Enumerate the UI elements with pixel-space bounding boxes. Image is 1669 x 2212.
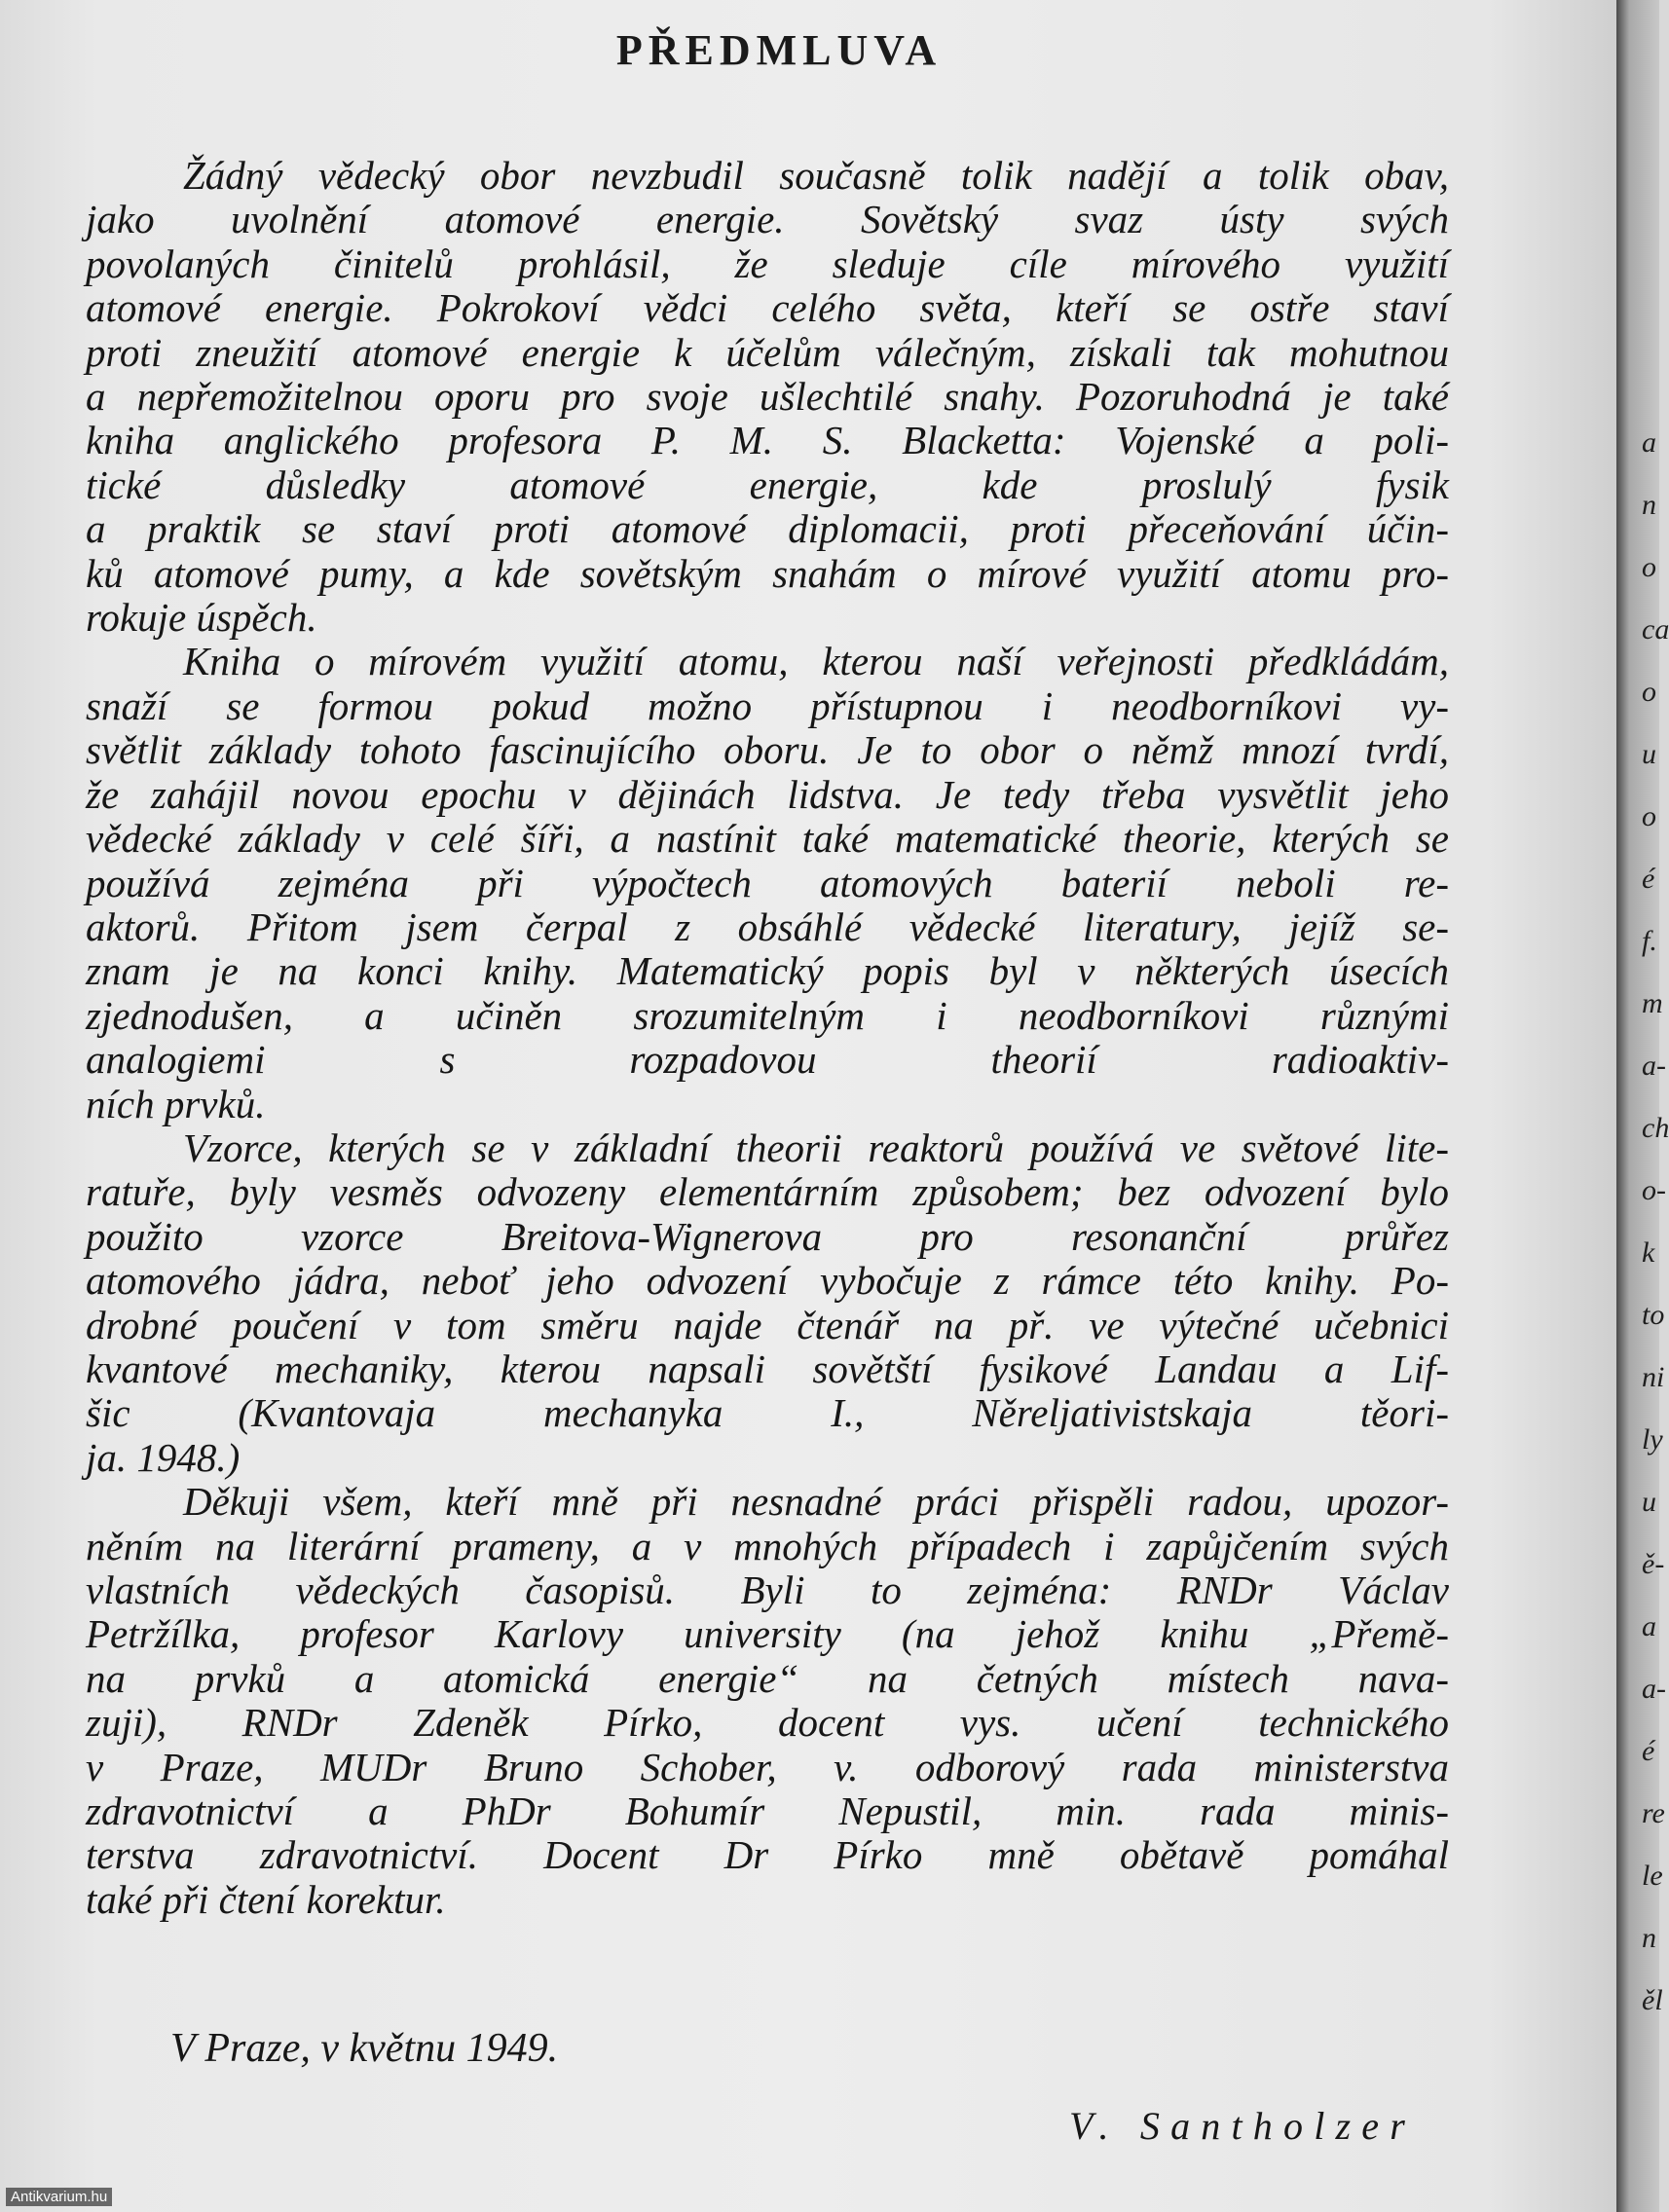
text-line: analogiemi s rozpadovou theorií radioaktiv- [86,1037,1449,1083]
page-title: PŘEDMLUVA [615,26,943,74]
text-line: ja. 1948.) [86,1434,241,1480]
text-line: snaží se formou pokud možno přístupnou i neodborníkovi vy- [86,682,1449,728]
text-line: tické důsledky atomové energie, kde proslulý fysik [86,461,1449,507]
adjacent-page-fragment: f. [1642,925,1657,957]
text-line: ratuře, byly vesměs odvozeny elementárním způsobem; bez odvození bylo [86,1169,1449,1215]
adjacent-page-fragment: é [1642,1735,1655,1767]
adjacent-page-fragment: ě- [1642,1548,1665,1580]
text-line: terstva zdravotnictví. Docent Dr Pírko mně obětavě pomáhal [86,1832,1449,1878]
adjacent-page-fragment: o [1642,800,1656,832]
text-line: ků atomové pumy, a kde sovětským snahám o mírové využití atomu pro- [86,550,1449,596]
text-line: aktorů. Přitom jsem čerpal z obsáhlé vědecké literatury, jejíž se- [86,903,1449,949]
text-line: používá zejména při výpočtech atomových baterií neboli re- [86,860,1449,905]
watermark: Antikvarium.hu [6,2188,112,2206]
text-line: ních prvků. [86,1081,266,1126]
text-line: použito vzorce Breitova-Wignerova pro resonanční průřez [86,1213,1449,1259]
adjacent-page-fragment: a [1642,1610,1656,1642]
adjacent-page-fragment: ěl [1642,1984,1663,2016]
adjacent-page-fragment: u [1642,1486,1656,1518]
text-line: Vzorce, kterých se v základní theorii reaktorů používá ve světové lite- [183,1124,1449,1170]
adjacent-page-fragment: ly [1642,1423,1663,1456]
text-line: zjednodušen, a učiněn srozumitelným i neodborníkovi různými [86,992,1449,1038]
adjacent-page-fragment: ch [1642,1112,1669,1144]
text-line: také při čtení korektur. [86,1876,446,1922]
text-line: atomové energie. Pokrokoví vědci celého světa, kteří se ostře staví [86,285,1449,331]
adjacent-page-fragment: ni [1642,1361,1665,1393]
text-line: atomového jádra, neboť jeho odvození vybočuje z rámce této knihy. Po- [86,1258,1449,1304]
paragraph [86,154,1449,640]
adjacent-page-fragment: a- [1642,1673,1666,1705]
adjacent-page-fragment: o [1642,551,1656,583]
adjacent-page-fragment: n [1642,1922,1656,1954]
text-line: Kniha o mírovém využití atomu, kterou naší veřejnosti předkládám, [183,639,1449,684]
adjacent-page-fragment: o [1642,676,1656,708]
text-line: vlastních vědeckých časopisů. Byli to zejména: RNDr Václav [86,1567,1449,1612]
adjacent-page-fragment: k [1642,1236,1655,1269]
text-line: světlit základy tohoto fascinujícího oboru. Je to obor o němž mnozí tvrdí, [86,727,1449,773]
paragraph [86,1126,1449,1480]
adjacent-page-fragment: a- [1642,1050,1666,1082]
adjacent-page-fragment: é [1642,863,1655,895]
adjacent-page-edge [1616,0,1669,2212]
text-line: rokuje úspěch. [86,595,317,641]
adjacent-page-fragment: n [1642,489,1656,521]
text-line: vědecké základy v celé šíři, a nastínit také matematické theorie, kterých se [86,816,1449,862]
text-line: že zahájil novou epochu v dějinách lidstva. Je tedy třeba vysvětlit jeho [86,771,1449,817]
text-line: v Praze, MUDr Bruno Schober, v. odborový rada ministerstva [86,1744,1449,1789]
text-line: Děkuji všem, kteří mně při nesnadné práci přispěli radou, upozor- [183,1479,1449,1525]
adjacent-page-fragment: le [1642,1860,1663,1892]
author-signature: V. Santholzer [1069,2104,1416,2148]
text-line: šic (Kvantovaja mechanyka I., Něreljativistskaja těori- [86,1390,1449,1436]
text-line: znam je na konci knihy. Matematický popis byl v některých úsecích [86,948,1449,994]
text-line: proti zneužití atomové energie k účelům válečným, získali tak mohutnou [86,329,1449,375]
paragraph [86,640,1449,1125]
adjacent-page-fragment: to [1642,1299,1665,1331]
text-line: kvantové mechaniky, kterou napsali sovětští fysikové Landau a Lif- [86,1346,1449,1391]
text-line: zuji), RNDr Zdeněk Pírko, docent vys. učení technického [86,1700,1449,1746]
text-line: zdravotnictví a PhDr Bohumír Nepustil, min. rada minis- [86,1788,1449,1834]
adjacent-page-fragment: ca [1642,613,1669,645]
text-line: a praktik se staví proti atomové diplomacii, proti přeceňování účin- [86,506,1449,552]
adjacent-page-fragment: a [1642,426,1656,459]
text-line: něním na literární prameny, a v mnohých případech i zapůjčením svých [86,1523,1449,1568]
text-line: Žádný vědecký obor nevzbudil současně tolik nadějí a tolik obav, [183,153,1449,198]
preface-body [86,154,1449,1922]
adjacent-page-fragment: o- [1642,1174,1666,1206]
text-line: drobné poučení v tom směru najde čtenář na př. ve výtečné učebnici [86,1302,1449,1347]
adjacent-page-fragment: re [1642,1797,1665,1829]
adjacent-page-fragment: u [1642,738,1656,770]
paragraph [86,1480,1449,1922]
text-line: povolaných činitelů prohlásil, že sleduje cíle mírového využití [86,240,1449,286]
text-line: kniha anglického profesora P. M. S. Blacketta: Vojenské a poli- [86,418,1449,463]
text-line: na prvků a atomická energie“ na četných místech nava- [86,1655,1449,1701]
text-line: jako uvolnění atomové energie. Sovětský svaz ústy svých [86,197,1449,242]
adjacent-page-fragment: m [1642,987,1663,1019]
text-line: a nepřemožitelnou oporu pro svoje ušlechtilé snahy. Pozoruhodná je také [86,374,1449,420]
text-line: Petržílka, profesor Karlovy university (na jehož knihu „Přemě- [86,1611,1449,1657]
place-and-date: V Praze, v květnu 1949. [170,2026,559,2071]
